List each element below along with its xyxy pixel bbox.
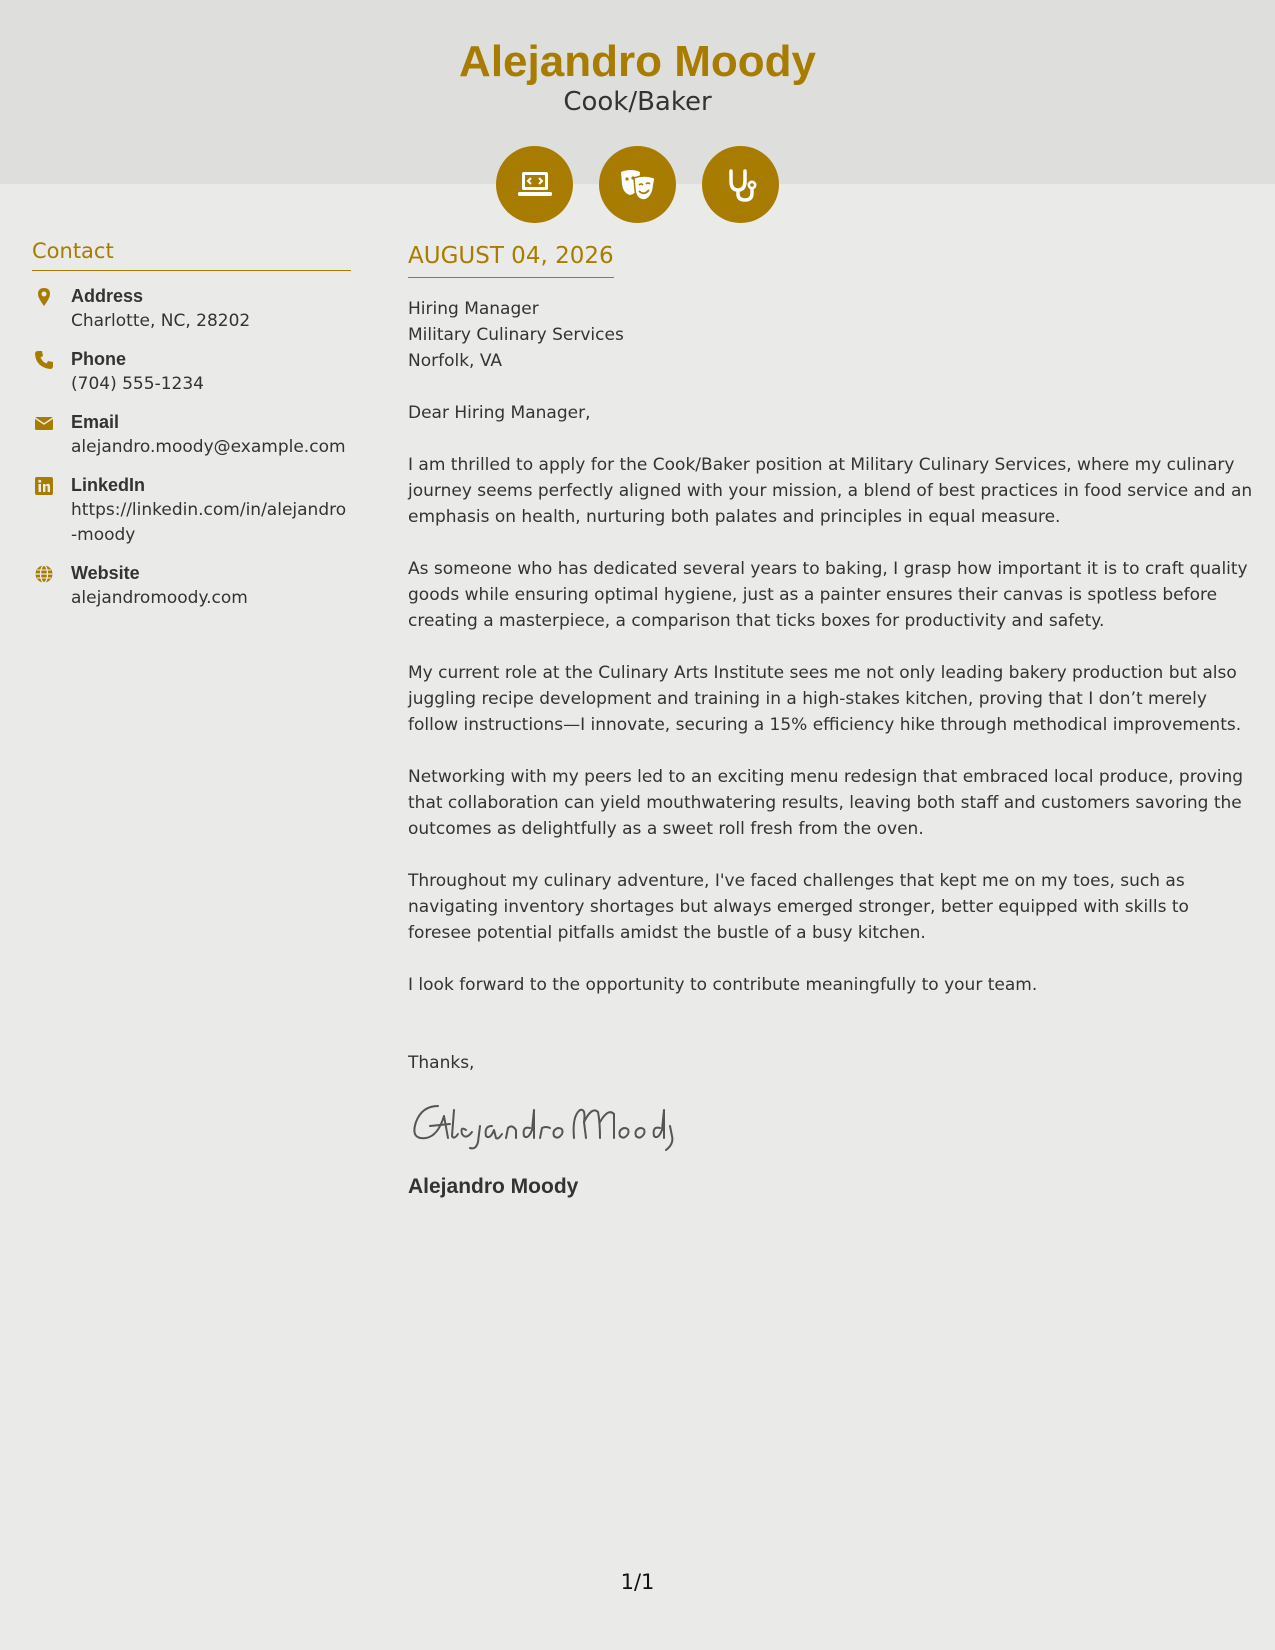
laptop-code-icon bbox=[496, 146, 573, 223]
contact-value: Charlotte, NC, 28202 bbox=[71, 311, 251, 331]
contact-label: Phone bbox=[71, 349, 127, 369]
letter-paragraph: As someone who has dedicated several years to baking, I grasp how important it is to craft quality goods while ensuring optimal hygiene, just as a painter ensures their canvas is spotless before creating a masterpiece, a comparison that ticks boxes for productivity and safety. bbox=[408, 559, 1248, 631]
contact-email bbox=[32, 410, 351, 460]
closing: Thanks, bbox=[408, 1053, 475, 1073]
stethoscope-icon bbox=[702, 146, 779, 223]
sidebar bbox=[32, 237, 351, 611]
recipient-title: Hiring Manager bbox=[408, 299, 539, 319]
linkedin-icon bbox=[34, 476, 54, 496]
recipient-block bbox=[408, 296, 1253, 374]
handwritten-signature bbox=[408, 1096, 1253, 1152]
contact-linkedin bbox=[32, 473, 351, 548]
candidate-name: Alejandro Moody bbox=[459, 37, 816, 86]
interest-icons bbox=[496, 146, 805, 223]
recipient-company: Military Culinary Services bbox=[408, 325, 624, 345]
contact-value: alejandro.moody@example.com bbox=[71, 437, 346, 457]
contact-value: (704) 555-1234 bbox=[71, 374, 204, 394]
globe-icon bbox=[34, 564, 54, 584]
contact-value: alejandromoody.com bbox=[71, 588, 248, 608]
recipient-location: Norfolk, VA bbox=[408, 351, 503, 371]
letter-paragraph: I am thrilled to apply for the Cook/Baker position at Military Culinary Services, where my culinary journey seems perfectly aligned with your mission, a blend of best practices in food service and an emphasis on health, nurturing both palates and principles in equal measure. bbox=[408, 455, 1253, 527]
envelope-icon bbox=[34, 413, 54, 433]
contact-value: https://linkedin.com/in/alejandro-moody bbox=[71, 500, 347, 545]
letter-paragraph: Throughout my culinary adventure, I've faced challenges that kept me on my toes, such as navigating inventory shortages but always emerged stronger, better equipped with skills to foresee potential pitfalls amidst the bustle of a busy kitchen. bbox=[408, 871, 1189, 943]
contact-website bbox=[32, 561, 351, 611]
contact-section-title: Contact bbox=[32, 237, 351, 271]
theater-masks-icon bbox=[599, 146, 676, 223]
letter-paragraph: Networking with my peers led to an exciting menu redesign that embraced local produce, proving that collaboration can yield mouthwatering results, leaving both staff and customers savoring the outcomes as delightfully as a sweet roll fresh from the oven. bbox=[408, 767, 1244, 839]
phone-icon bbox=[34, 350, 54, 370]
contact-phone bbox=[32, 347, 351, 397]
letter-paragraph: I look forward to the opportunity to contribute meaningfully to your team. bbox=[408, 975, 1038, 995]
contact-address bbox=[32, 284, 351, 334]
letter-body bbox=[408, 240, 1253, 1200]
contact-label: LinkedIn bbox=[71, 475, 146, 495]
page-number: 1/1 bbox=[620, 1570, 655, 1594]
greeting: Dear Hiring Manager, bbox=[408, 403, 591, 423]
contact-label: Website bbox=[71, 563, 140, 583]
contact-label: Address bbox=[71, 286, 144, 306]
map-pin-icon bbox=[34, 287, 54, 307]
letter-paragraph: My current role at the Culinary Arts Institute sees me not only leading bakery production but also juggling recipe development and training in a high-stakes kitchen, proving that I don’t merely follow instructions—I innovate, securing a 15% efficiency hike through methodical improvements. bbox=[408, 663, 1242, 735]
letter-date: AUGUST 04, 2026 bbox=[408, 240, 614, 278]
candidate-role: Cook/Baker bbox=[563, 87, 712, 117]
contact-label: Email bbox=[71, 412, 120, 432]
signer-name: Alejandro Moody bbox=[408, 1175, 579, 1198]
